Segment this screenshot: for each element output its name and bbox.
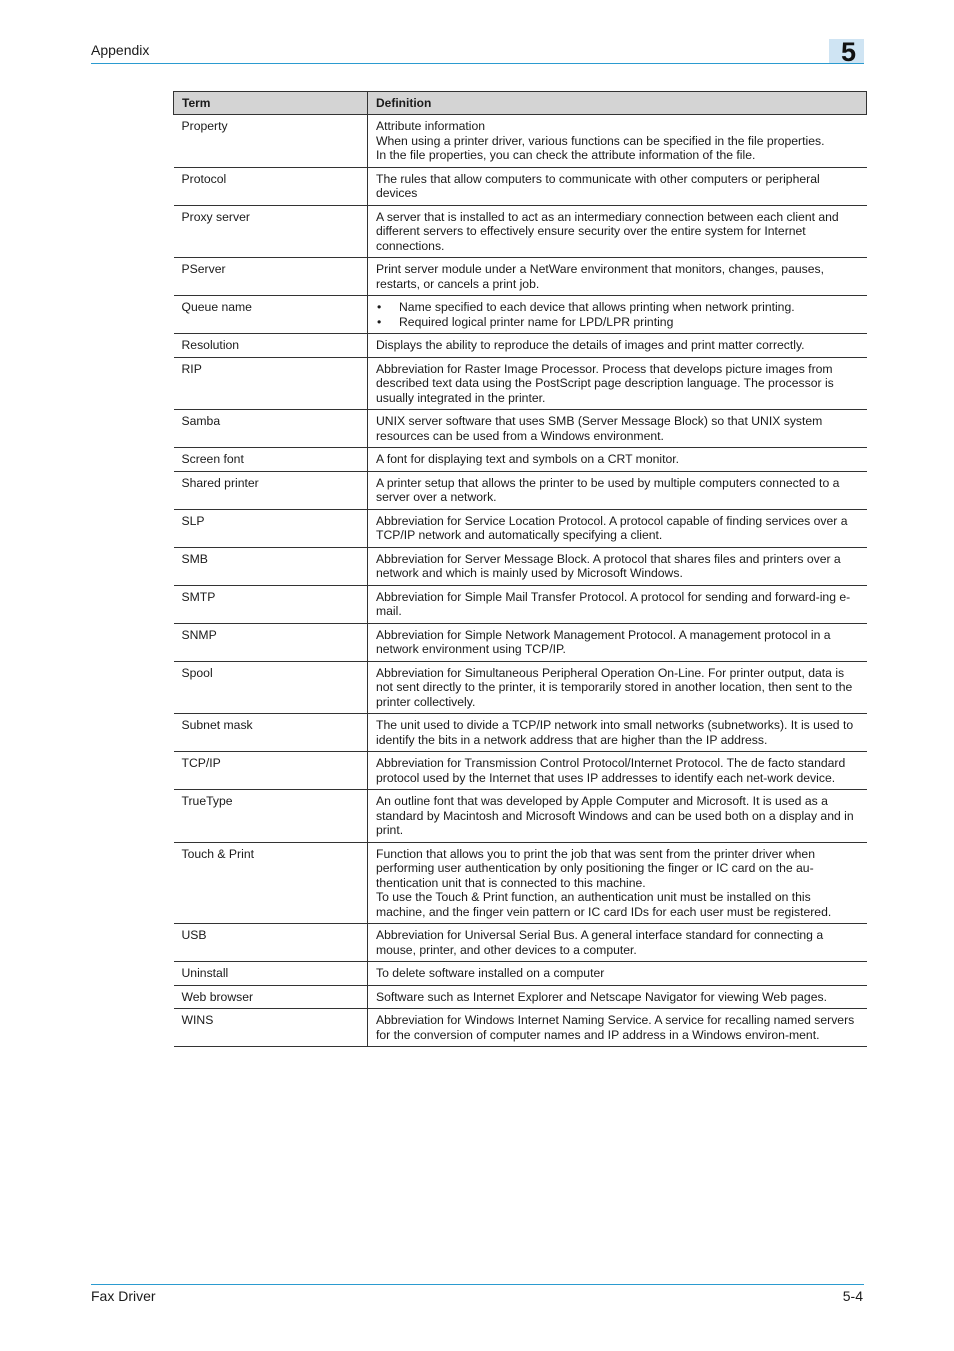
definition-cell — [368, 509, 867, 547]
definition-text — [376, 172, 859, 201]
definition-line: Software such as Internet Explorer and Netscape Navigator for viewing Web pages. — [376, 989, 827, 1004]
section-title: Appendix — [91, 42, 150, 58]
definition-cell — [368, 410, 867, 448]
definition-line: A server that is installed to act as an intermediary connection between each client and different servers to effectively ensure security over the entire system for Internet connections. — [376, 209, 839, 253]
definition-cell — [368, 448, 867, 472]
definition-line: When using a printer driver, various functions can be specified in the file properties. — [376, 133, 825, 148]
definition-cell — [368, 924, 867, 962]
table-row — [174, 1009, 867, 1047]
definition-text — [376, 262, 859, 291]
term-cell: Proxy server — [174, 205, 368, 258]
definition-line: A printer setup that allows the printer to be used by multiple computers connected to a server over a network. — [376, 475, 840, 504]
definition-line: Attribute information — [376, 119, 486, 133]
term-cell: RIP — [174, 357, 368, 410]
column-header-term: Term — [174, 92, 368, 115]
definition-text — [376, 210, 859, 254]
footer-divider — [91, 1284, 864, 1285]
table-row — [174, 714, 867, 752]
definition-line: Displays the ability to reproduce the details of images and print matter correctly. — [376, 338, 805, 352]
definition-text — [376, 718, 859, 747]
term-cell: Spool — [174, 661, 368, 714]
table-row — [174, 985, 867, 1009]
page-number: 5-4 — [842, 1288, 863, 1304]
definition-text — [376, 628, 859, 657]
definition-bullet: • Required logical printer name for LPD/LPR printing — [376, 315, 859, 330]
table-row — [174, 471, 867, 509]
definition-text — [376, 476, 859, 505]
definition-line: Abbreviation for Simultaneous Peripheral Operation On-Line. For printer output, data is not sent directly to the printer, it is temporarily stored in another location, then sent to the printer collectively. — [376, 665, 853, 709]
table-row — [174, 334, 867, 358]
column-header-definition: Definition — [368, 92, 867, 115]
definition-text — [376, 966, 859, 981]
table-row — [174, 962, 867, 986]
definition-text — [376, 414, 859, 443]
definition-cell — [368, 547, 867, 585]
table-row — [174, 205, 867, 258]
definition-line: The unit used to divide a TCP/IP network into small networks (subnetworks). It is used to identify the bits in a network address that are higher than the IP address. — [376, 718, 854, 747]
definition-text — [376, 847, 859, 920]
definition-line: An outline font that was developed by Apple Computer and Microsoft. It is used as a standard by Macintosh and Microsoft Windows and can be used both on a display and in print. — [376, 794, 854, 837]
table-row — [174, 924, 867, 962]
definition-text — [376, 666, 859, 710]
definition-bullet: • Name specified to each device that allows printing when network printing. — [376, 300, 859, 315]
table-row — [174, 752, 867, 790]
definition-line: To delete software installed on a computer — [376, 966, 605, 980]
table-row — [174, 115, 867, 168]
definition-cell — [368, 471, 867, 509]
term-cell: Resolution — [174, 334, 368, 358]
definition-text — [376, 119, 859, 163]
term-cell: USB — [174, 924, 368, 962]
table-row — [174, 623, 867, 661]
definition-cell — [368, 661, 867, 714]
definition-cell — [368, 585, 867, 623]
definition-cell — [368, 842, 867, 924]
table-row — [174, 296, 867, 334]
definition-text — [376, 590, 859, 619]
definition-cell — [368, 985, 867, 1009]
definition-text — [376, 552, 859, 581]
term-cell: Samba — [174, 410, 368, 448]
term-cell: TCP/IP — [174, 752, 368, 790]
term-cell: Subnet mask — [174, 714, 368, 752]
definition-text — [376, 794, 859, 838]
chapter-number: 5 — [841, 37, 857, 67]
definition-line: Abbreviation for Simple Network Management Protocol. A management protocol in a network environment using TCP/IP. — [376, 627, 831, 656]
definition-text — [376, 990, 859, 1005]
table-row — [174, 790, 867, 843]
table-row — [174, 585, 867, 623]
table-row — [174, 357, 867, 410]
header-divider — [91, 63, 864, 64]
definition-cell — [368, 205, 867, 258]
term-cell: Protocol — [174, 167, 368, 205]
manual-name: Fax Driver — [91, 1288, 156, 1304]
definition-line: Abbreviation for Raster Image Processor. Process that develops picture images from described text data using the PostScript page description language. The processor is usually integrated in the printer. — [376, 361, 834, 405]
definition-line: Print server module under a NetWare environment that monitors, changes, pauses, restarts, or cancels a print job. — [376, 262, 824, 291]
definition-cell — [368, 258, 867, 296]
definition-text — [376, 928, 859, 957]
definition-cell — [368, 962, 867, 986]
definition-cell — [368, 623, 867, 661]
term-cell: Screen font — [174, 448, 368, 472]
table-row — [174, 509, 867, 547]
term-cell: WINS — [174, 1009, 368, 1047]
definition-line: Abbreviation for Service Location Protocol. A protocol capable of finding services over a TCP/IP network and automatically specifying a client. — [376, 513, 848, 542]
definition-cell — [368, 790, 867, 843]
term-cell: SMB — [174, 547, 368, 585]
term-cell: SNMP — [174, 623, 368, 661]
table-header-row — [174, 92, 867, 115]
definition-line: Abbreviation for Universal Serial Bus. A general interface standard for connecting a mouse, printer, and other devices to a computer. — [376, 928, 824, 957]
definition-cell — [368, 115, 867, 168]
definition-cell — [368, 296, 867, 334]
definition-text — [376, 338, 859, 353]
definition-line: In the file properties, you can check the attribute information of the file. — [376, 148, 756, 162]
term-cell: Touch & Print — [174, 842, 368, 924]
definition-cell — [368, 714, 867, 752]
term-cell: Property — [174, 115, 368, 168]
definition-text — [376, 452, 859, 467]
definition-line: To use the Touch & Print function, an authentication unit must be installed on this machine, and the finger vein pattern or IC card IDs for each user must be registered. — [376, 890, 832, 919]
definition-line: Abbreviation for Server Message Block. A protocol that shares files and printers over a network and which is mainly used by Microsoft Windows. — [376, 551, 841, 580]
definition-cell — [368, 357, 867, 410]
definition-line: Abbreviation for Transmission Control Protocol/Internet Protocol. The de facto standard protocol used by the Internet that uses IP addresses to identify each net-work device. — [376, 756, 846, 785]
table-row — [174, 448, 867, 472]
table-row — [174, 258, 867, 296]
definition-cell — [368, 167, 867, 205]
table-row — [174, 167, 867, 205]
term-cell: TrueType — [174, 790, 368, 843]
definition-bullet-list — [376, 300, 859, 329]
definition-line: Abbreviation for Windows Internet Naming Service. A service for recalling named servers for the conversion of computer names and IP address in a Windows environ-ment. — [376, 1013, 855, 1042]
term-cell: SLP — [174, 509, 368, 547]
definition-cell — [368, 752, 867, 790]
table-row — [174, 547, 867, 585]
definition-text — [376, 756, 859, 785]
definition-text — [376, 514, 859, 543]
glossary-table — [173, 91, 867, 1047]
term-cell: SMTP — [174, 585, 368, 623]
term-cell: PServer — [174, 258, 368, 296]
definition-line: The rules that allow computers to communicate with other computers or peripheral devices — [376, 171, 820, 200]
definition-line: UNIX server software that uses SMB (Server Message Block) so that UNIX system resources can be used from a Windows environment. — [376, 414, 823, 443]
definition-text — [376, 362, 859, 406]
definition-line: Function that allows you to print the job that was sent from the printer driver when performing user authentication by only positioning the finger or IC card on the au-thentication unit that is connected to this machine. — [376, 846, 815, 890]
table-row — [174, 661, 867, 714]
term-cell: Queue name — [174, 296, 368, 334]
glossary-body — [174, 115, 867, 1047]
term-cell: Shared printer — [174, 471, 368, 509]
definition-cell — [368, 334, 867, 358]
definition-text — [376, 1013, 859, 1042]
table-row — [174, 410, 867, 448]
table-row — [174, 842, 867, 924]
term-cell: Uninstall — [174, 962, 368, 986]
term-cell: Web browser — [174, 985, 368, 1009]
definition-line: A font for displaying text and symbols on a CRT monitor. — [376, 452, 680, 466]
definition-line: Abbreviation for Simple Mail Transfer Protocol. A protocol for sending and forward-ing e-mail. — [376, 589, 851, 618]
definition-cell — [368, 1009, 867, 1047]
